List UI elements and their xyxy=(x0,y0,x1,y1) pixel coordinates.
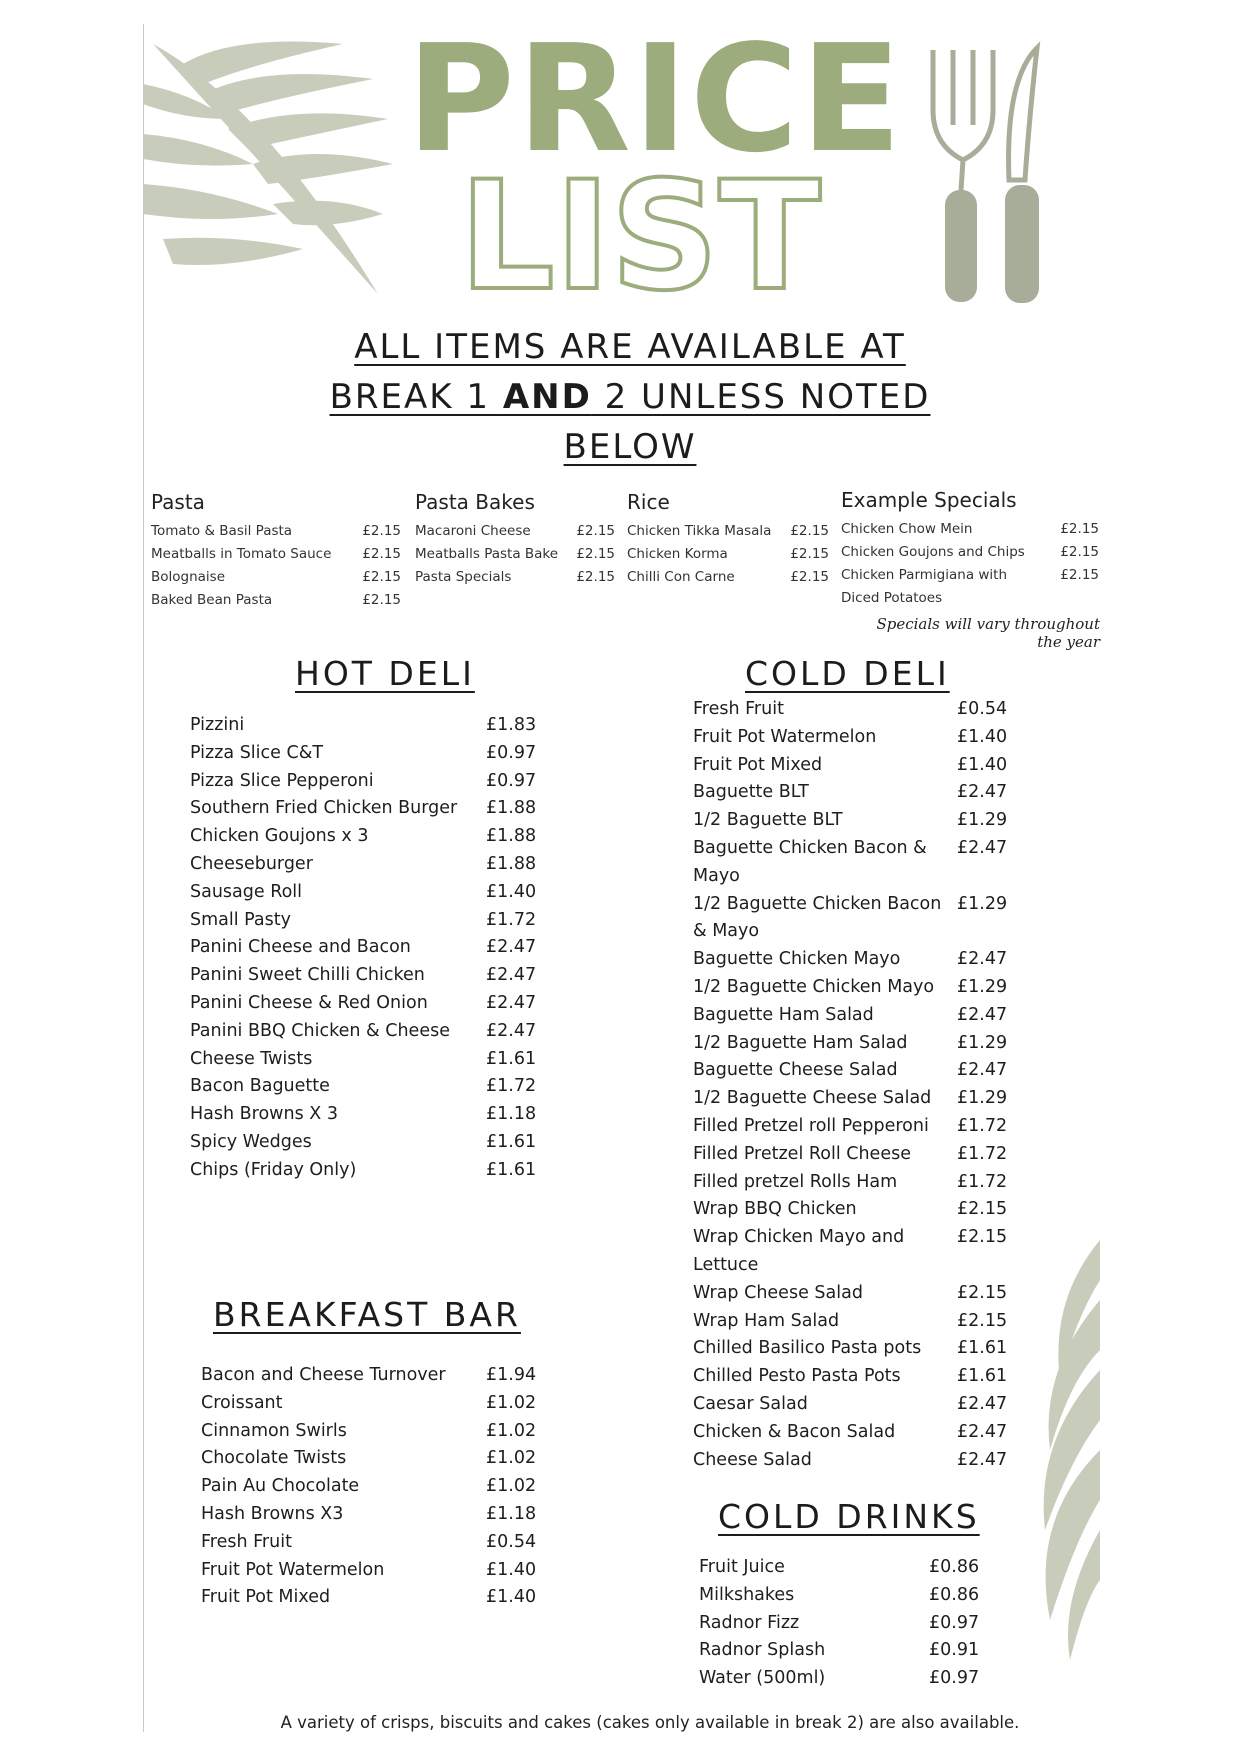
item-price: £1.29 xyxy=(957,1032,1008,1053)
menu-item xyxy=(190,768,542,796)
menu-item xyxy=(627,543,829,566)
item-price xyxy=(957,1252,1013,1280)
menu-item xyxy=(693,1391,1013,1419)
menu-item xyxy=(841,541,1099,564)
item-name: 1/2 Baguette Cheese Salad xyxy=(693,1088,932,1109)
specials-list xyxy=(841,518,1099,610)
item-name: Croissant xyxy=(201,1392,283,1413)
menu-item xyxy=(190,795,542,823)
menu-item xyxy=(201,1473,542,1501)
item-name: Filled Pretzel Roll Cheese xyxy=(693,1143,911,1164)
palm-leaf-icon xyxy=(143,24,393,304)
menu-item xyxy=(699,1637,985,1665)
item-name: Bacon and Cheese Turnover xyxy=(201,1365,446,1385)
item-price: £0.54 xyxy=(486,1531,537,1552)
notice-and-bold: AND xyxy=(502,377,592,417)
menu-item xyxy=(693,807,1013,835)
menu-item xyxy=(151,589,401,612)
item-name: Chicken Goujons and Chips xyxy=(841,544,1025,560)
pasta-bakes-list xyxy=(415,520,615,589)
notice-break-text: BREAK 1 xyxy=(329,377,503,417)
item-name: Chocolate Twists xyxy=(201,1448,347,1469)
pasta-section xyxy=(151,488,401,612)
breakfast-bar-title: BREAKFAST BAR xyxy=(213,1295,521,1334)
item-name: Hash Browns X3 xyxy=(201,1503,344,1524)
item-name: 1/2 Baguette BLT xyxy=(693,810,843,831)
item-name: Fruit Pot Mixed xyxy=(201,1587,331,1608)
fork-knife-icon xyxy=(925,40,1050,305)
item-name: Filled pretzel Rolls Ham xyxy=(693,1171,898,1192)
pasta-bakes-section xyxy=(415,488,615,589)
menu-item xyxy=(693,863,1013,891)
item-name: Chicken Tikka Masala xyxy=(627,523,772,539)
menu-item xyxy=(841,564,1099,587)
item-name: Panini Sweet Chilli Chicken xyxy=(190,965,425,986)
item-price: £1.40 xyxy=(486,881,537,902)
menu-item xyxy=(693,918,1013,946)
item-price: £2.15 xyxy=(957,1282,1008,1303)
item-name: Fresh Fruit xyxy=(201,1531,292,1552)
item-name: Baked Bean Pasta xyxy=(151,592,273,608)
item-price: £2.15 xyxy=(790,569,829,585)
item-price: £2.15 xyxy=(362,592,401,608)
item-name: Baguette Chicken Bacon & xyxy=(693,837,927,858)
item-price: £2.15 xyxy=(790,523,829,539)
item-name: Small Pasty xyxy=(190,909,291,930)
item-price: £1.40 xyxy=(486,1587,537,1608)
item-name: Panini Cheese & Red Onion xyxy=(190,992,428,1013)
menu-item xyxy=(693,946,1013,974)
item-name: Meatballs Pasta Bake xyxy=(415,546,559,562)
menu-item xyxy=(201,1418,542,1446)
item-price: £2.15 xyxy=(957,1199,1008,1220)
item-price: £2.47 xyxy=(957,782,1008,803)
item-name: Baguette Chicken Mayo xyxy=(693,949,901,970)
item-price: £1.02 xyxy=(486,1420,537,1441)
leaf-icon xyxy=(1030,1240,1100,1660)
item-name: Chicken Parmigiana with xyxy=(841,567,1008,583)
item-name: 1/2 Baguette Chicken Bacon xyxy=(693,893,942,914)
item-name: Pizzini xyxy=(190,715,245,735)
cold-deli-list xyxy=(693,696,1013,1474)
menu-item xyxy=(190,740,542,768)
menu-item xyxy=(190,962,542,990)
item-price: £0.86 xyxy=(929,1557,980,1577)
item-price: £1.88 xyxy=(486,798,537,819)
item-price: £1.61 xyxy=(486,1048,537,1069)
menu-item xyxy=(201,1584,542,1612)
title-list: LIST xyxy=(459,150,821,324)
notice-line-3: BELOW xyxy=(563,427,697,467)
menu-item xyxy=(693,696,1013,724)
item-price xyxy=(957,918,1013,946)
item-name: Cheeseburger xyxy=(190,853,313,874)
item-price: £0.54 xyxy=(957,699,1008,719)
menu-item xyxy=(699,1582,985,1610)
item-price: £1.61 xyxy=(957,1366,1008,1387)
menu-item xyxy=(693,1252,1013,1280)
title-price: PRICE xyxy=(406,13,904,185)
menu-item xyxy=(693,1169,1013,1197)
menu-item xyxy=(693,1335,1013,1363)
item-name: Hash Browns X 3 xyxy=(190,1104,338,1125)
item-price: £1.02 xyxy=(486,1392,537,1413)
item-price: £2.15 xyxy=(1060,544,1099,560)
item-name: Macaroni Cheese xyxy=(415,523,531,539)
item-name: Fruit Pot Watermelon xyxy=(693,726,877,747)
item-price: £1.72 xyxy=(486,909,537,930)
item-name: Baguette Cheese Salad xyxy=(693,1060,898,1081)
item-name: Filled Pretzel roll Pepperoni xyxy=(693,1115,929,1136)
menu-item xyxy=(190,851,542,879)
menu-item xyxy=(190,1046,542,1074)
item-price: £0.97 xyxy=(929,1668,980,1689)
item-price: £2.15 xyxy=(1060,521,1099,537)
cold-drinks-list xyxy=(699,1554,985,1693)
item-name: Southern Fried Chicken Burger xyxy=(190,798,458,819)
item-price: £2.47 xyxy=(486,992,537,1013)
rice-section xyxy=(627,488,829,589)
item-price: £1.18 xyxy=(486,1104,537,1125)
item-price: £1.29 xyxy=(957,810,1008,831)
item-price: £1.88 xyxy=(486,826,537,847)
item-price: £2.15 xyxy=(576,569,615,585)
hot-deli-title: HOT DELI xyxy=(295,654,475,693)
menu-item xyxy=(693,1363,1013,1391)
menu-item xyxy=(190,879,542,907)
item-price: £1.40 xyxy=(957,726,1008,747)
item-name: Fruit Pot Mixed xyxy=(693,754,823,775)
menu-item xyxy=(190,1101,542,1129)
item-name: Chips (Friday Only) xyxy=(190,1159,357,1180)
item-price: £1.29 xyxy=(957,1088,1008,1109)
item-name: Chilli Con Carne xyxy=(627,569,735,585)
rice-title: Rice xyxy=(627,490,670,514)
menu-item xyxy=(693,779,1013,807)
menu-item xyxy=(190,934,542,962)
item-name: Water (500ml) xyxy=(699,1668,826,1689)
footer-note: A variety of crisps, biscuits and cakes (cakes only available in break 2) are also available. xyxy=(280,1713,1020,1732)
item-name: Panini BBQ Chicken & Cheese xyxy=(190,1020,450,1041)
breakfast-bar-list xyxy=(201,1362,542,1612)
menu-item xyxy=(693,1057,1013,1085)
menu-item xyxy=(190,1073,542,1101)
item-name: Sausage Roll xyxy=(190,881,303,902)
menu-item xyxy=(693,1196,1013,1224)
menu-item xyxy=(190,1157,542,1185)
item-price: £2.47 xyxy=(957,1393,1008,1414)
item-name: 1/2 Baguette Chicken Mayo xyxy=(693,976,935,997)
menu-item xyxy=(201,1529,542,1557)
item-name: Baguette BLT xyxy=(693,782,809,803)
item-price: £1.61 xyxy=(486,1131,537,1152)
item-price: £2.15 xyxy=(790,546,829,562)
item-price: £2.47 xyxy=(957,837,1008,858)
notice-line-2 xyxy=(330,377,931,417)
menu-item xyxy=(201,1390,542,1418)
item-price: £2.15 xyxy=(957,1227,1008,1248)
menu-item xyxy=(190,1018,542,1046)
item-price: £2.47 xyxy=(957,1421,1008,1442)
menu-item xyxy=(693,1002,1013,1030)
item-price: £2.15 xyxy=(576,546,615,562)
item-name: Baguette Ham Salad xyxy=(693,1004,874,1025)
specials-note: Specials will vary throughout the year xyxy=(876,615,1100,651)
menu-item xyxy=(415,543,615,566)
menu-item xyxy=(699,1554,985,1582)
item-name: Cheese Twists xyxy=(190,1048,313,1069)
item-price: £1.94 xyxy=(486,1365,537,1385)
item-price: £0.86 xyxy=(929,1584,980,1605)
item-price: £1.02 xyxy=(486,1476,537,1497)
item-price: £1.88 xyxy=(486,853,537,874)
item-price: £0.91 xyxy=(929,1640,980,1661)
item-name: Panini Cheese and Bacon xyxy=(190,937,411,958)
item-price: £2.15 xyxy=(362,523,401,539)
menu-item xyxy=(201,1501,542,1529)
item-price: £2.47 xyxy=(957,1060,1008,1081)
item-price: £1.83 xyxy=(486,715,537,735)
menu-item xyxy=(201,1557,542,1585)
menu-item xyxy=(151,520,401,543)
item-price: £0.97 xyxy=(486,770,537,791)
menu-item xyxy=(693,1447,1013,1475)
item-name: Tomato & Basil Pasta xyxy=(151,523,293,539)
availability-notice xyxy=(300,322,960,472)
menu-item xyxy=(693,1141,1013,1169)
menu-item xyxy=(841,587,1099,610)
item-name: Fruit Pot Watermelon xyxy=(201,1559,385,1580)
item-name: Bacon Baguette xyxy=(190,1076,330,1097)
item-price: £1.61 xyxy=(486,1159,537,1180)
item-price: £0.97 xyxy=(929,1612,980,1633)
menu-item xyxy=(151,543,401,566)
hot-deli-list xyxy=(190,712,542,1185)
pasta-title: Pasta xyxy=(151,490,205,514)
item-name: Chicken & Bacon Salad xyxy=(693,1421,896,1442)
menu-item xyxy=(415,520,615,543)
rice-list xyxy=(627,520,829,589)
menu-item xyxy=(151,566,401,589)
item-price: £2.47 xyxy=(486,1020,537,1041)
menu-item xyxy=(190,1129,542,1157)
menu-item xyxy=(415,566,615,589)
item-name: Bolognaise xyxy=(151,569,226,585)
item-name: Radnor Fizz xyxy=(699,1612,800,1633)
item-name: Fruit Juice xyxy=(699,1557,785,1577)
specials-title: Example Specials xyxy=(841,488,1017,512)
menu-item xyxy=(190,712,542,740)
item-price: £2.15 xyxy=(1060,567,1099,583)
item-price: £1.40 xyxy=(957,754,1008,775)
item-name: Cheese Salad xyxy=(693,1449,812,1470)
menu-item xyxy=(627,520,829,543)
item-price: £1.72 xyxy=(957,1143,1008,1164)
item-name: Pain Au Chocolate xyxy=(201,1476,360,1497)
menu-item xyxy=(693,1419,1013,1447)
item-name: Wrap Cheese Salad xyxy=(693,1282,863,1303)
item-price: £1.72 xyxy=(486,1076,537,1097)
item-price: £1.72 xyxy=(957,1115,1008,1136)
item-price: £1.72 xyxy=(957,1171,1008,1192)
menu-item xyxy=(693,891,1013,919)
menu-item xyxy=(693,752,1013,780)
item-name: Chilled Basilico Pasta pots xyxy=(693,1338,922,1359)
cold-deli-title: COLD DELI xyxy=(745,654,950,693)
menu-item xyxy=(693,724,1013,752)
menu-item xyxy=(693,1030,1013,1058)
menu-item xyxy=(201,1445,542,1473)
item-name: Spicy Wedges xyxy=(190,1131,312,1152)
item-name: Cinnamon Swirls xyxy=(201,1420,347,1441)
item-name: Fresh Fruit xyxy=(693,699,784,719)
item-name: Wrap BBQ Chicken xyxy=(693,1199,857,1220)
pasta-bakes-title: Pasta Bakes xyxy=(415,490,535,514)
item-name: Wrap Ham Salad xyxy=(693,1310,840,1331)
item-name: Wrap Chicken Mayo and xyxy=(693,1227,905,1248)
item-name: Mayo xyxy=(693,865,740,886)
item-price: £2.47 xyxy=(486,965,537,986)
item-price: £2.15 xyxy=(362,546,401,562)
item-price: £1.02 xyxy=(486,1448,537,1469)
menu-item xyxy=(693,1113,1013,1141)
item-price: £2.15 xyxy=(362,569,401,585)
item-name: Pasta Specials xyxy=(415,569,512,585)
item-name: Milkshakes xyxy=(699,1584,795,1605)
item-price: £2.47 xyxy=(957,1449,1008,1470)
item-name: Chicken Korma xyxy=(627,546,728,562)
item-name: Pizza Slice Pepperoni xyxy=(190,770,374,791)
item-price: £2.15 xyxy=(576,523,615,539)
menu-item xyxy=(693,1085,1013,1113)
item-price: £1.18 xyxy=(486,1503,537,1524)
menu-item xyxy=(699,1610,985,1638)
item-name: Lettuce xyxy=(693,1254,759,1275)
menu-item xyxy=(699,1665,985,1693)
item-price: £1.40 xyxy=(486,1559,537,1580)
item-name: & Mayo xyxy=(693,921,760,942)
item-price: £2.15 xyxy=(957,1310,1008,1331)
item-name: Diced Potatoes xyxy=(841,590,943,606)
item-name: 1/2 Baguette Ham Salad xyxy=(693,1032,908,1053)
menu-item xyxy=(190,823,542,851)
menu-item xyxy=(190,907,542,935)
pasta-list xyxy=(151,520,401,612)
item-name: Radnor Splash xyxy=(699,1640,826,1661)
item-name: Chicken Goujons x 3 xyxy=(190,826,369,847)
menu-item xyxy=(627,566,829,589)
item-price xyxy=(1049,587,1099,610)
specials-section xyxy=(841,486,1099,610)
item-price: £0.97 xyxy=(486,742,537,763)
notice-line-1: ALL ITEMS ARE AVAILABLE AT xyxy=(354,327,906,367)
menu-item xyxy=(693,974,1013,1002)
item-name: Chilled Pesto Pasta Pots xyxy=(693,1366,901,1387)
item-name: Chicken Chow Mein xyxy=(841,521,973,537)
item-name: Pizza Slice C&T xyxy=(190,742,324,763)
item-name: Meatballs in Tomato Sauce xyxy=(151,546,332,562)
item-name: Caesar Salad xyxy=(693,1393,808,1414)
item-price: £1.29 xyxy=(957,893,1008,914)
item-price: £1.61 xyxy=(957,1338,1008,1359)
menu-item xyxy=(201,1362,542,1390)
menu-item xyxy=(693,1308,1013,1336)
cold-drinks-title: COLD DRINKS xyxy=(718,1497,980,1536)
menu-item xyxy=(693,835,1013,863)
menu-item xyxy=(841,518,1099,541)
notice-unless-text: 2 UNLESS NOTED xyxy=(591,377,931,417)
item-price xyxy=(957,863,1013,891)
item-price: £2.47 xyxy=(486,937,537,958)
item-price: £2.47 xyxy=(957,949,1008,970)
item-price: £1.29 xyxy=(957,976,1008,997)
item-price: £2.47 xyxy=(957,1004,1008,1025)
menu-item xyxy=(190,990,542,1018)
menu-item xyxy=(693,1224,1013,1252)
menu-item xyxy=(693,1280,1013,1308)
